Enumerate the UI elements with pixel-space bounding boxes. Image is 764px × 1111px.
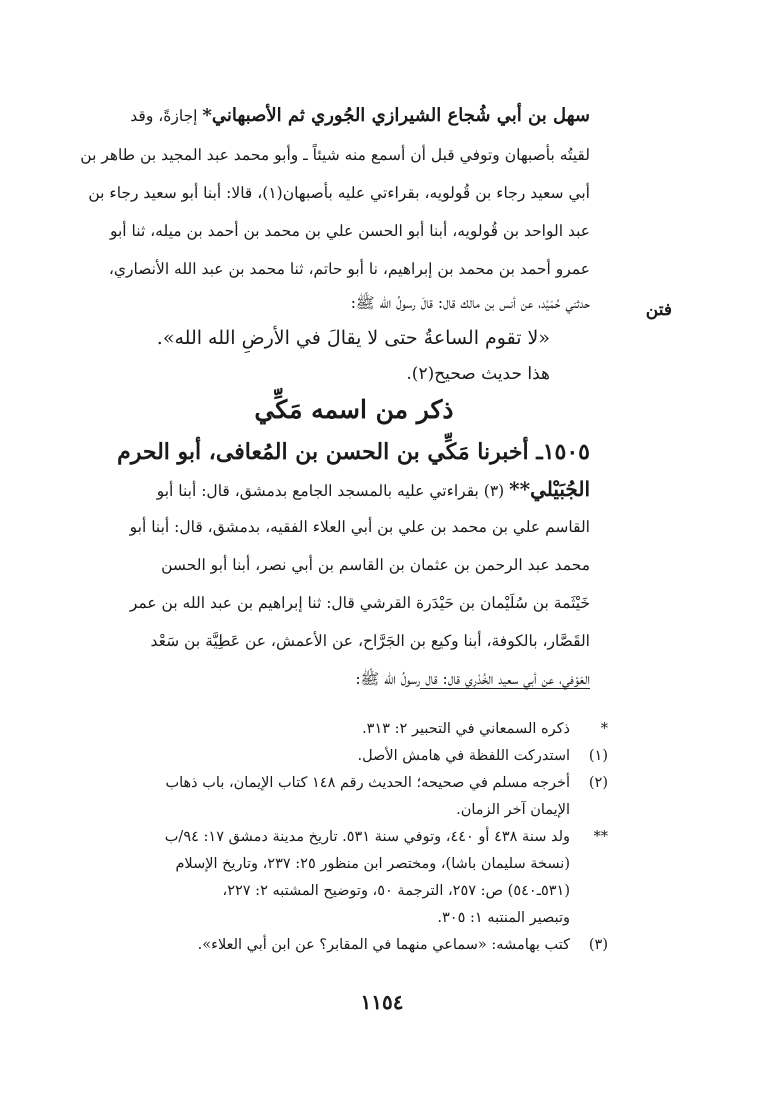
footnote-text: كتب بهامشه: «سماعي منهما في المقابر؟ عن ابن أبي العلاء».	[197, 937, 570, 953]
text-line: عبد الواحد بن قُولويه، أبنا أبو الحسن علي بن محمد بن أحمد بن ميله، ثنا أبو	[109, 222, 590, 240]
footnote-divider	[420, 688, 590, 689]
narrator-name: الجُبَيْلي**	[509, 477, 590, 501]
text-line: عمرو أحمد بن محمد بن إبراهيم، نا أبو حاتم، ثنا محمد بن عبد الله الأنصاري،	[108, 260, 590, 278]
footnote-continuation: الإيمان آخر الزمان.	[456, 802, 570, 818]
section-sahl	[80, 96, 590, 390]
footnote-mark: **	[593, 829, 608, 845]
text-line: محمد عبد الرحمن بن عثمان بن القاسم بن أبي نصر، أبنا أبو الحسن	[161, 556, 590, 574]
text-line: لقيتُه بأصبهان وتوفي قبل أن أسمع منه شيئاً ـ وأبو محمد عبد المجيد بن طاهر بن	[80, 146, 590, 164]
footnote-text: ذكره السمعاني في التحبير ٢: ٣١٣.	[362, 721, 570, 737]
text-line	[118, 470, 590, 508]
footnotes	[118, 716, 608, 959]
footnote	[118, 716, 608, 743]
footnote-continuation: (نسخة سليمان باشا)، ومختصر ابن منظور ٢٥: ٢٣٧، وتاريخ الإسلام	[175, 856, 570, 872]
margin-note: فتن	[645, 300, 672, 320]
hadith-quote: «لا تقوم الساعةُ حتى لا يقالَ في الأرضِ الله الله».	[156, 327, 550, 349]
footnote-continuation: وتبصير المنتبه ١: ٣٠٥.	[437, 910, 570, 926]
footnote	[118, 743, 608, 770]
text-line: أبي سعيد رجاء بن قُولويه، بقراءتي عليه بأصبهان(١)، قالا: أبنا أبو سعيد رجاء بن	[88, 184, 590, 202]
section-makki	[118, 470, 590, 698]
narrator-line	[118, 96, 590, 136]
narrator-name: سهل بن أبي شُجاع الشيرازي الجُوري ثم الأصبهاني*	[202, 105, 590, 126]
section-heading: ذكر من اسمه مَكِّي	[254, 395, 454, 424]
narrator-line-rest: (٣) بقراءتي عليه بالمسجد الجامع بدمشق، قال: أبنا أبو	[156, 482, 510, 500]
footnote-text: ولد سنة ٤٣٨ أو ٤٤٠، وتوفي سنة ٥٣١. تاريخ مدينة دمشق ١٧: ٩٤/ب	[164, 829, 570, 845]
footnote-text: استدركت اللفظة في هامش الأصل.	[357, 748, 570, 764]
footnote	[118, 770, 608, 797]
page-number: ١١٥٤	[360, 990, 404, 1014]
footnote-mark: *	[600, 721, 608, 737]
footnote-mark: (١)	[588, 748, 608, 764]
footnote-text: أخرجه مسلم في صحيحه؛ الحديث رقم ١٤٨ كتاب الإيمان، باب ذهاب	[165, 775, 570, 791]
footnote-continuation: (٥٣١ـ٥٤٠) ص: ٢٥٧، الترجمة ٥٠، وتوضيح المشتبه ٢: ٢٢٧،	[222, 883, 570, 899]
footnote-mark: (٢)	[588, 775, 608, 791]
footnote-mark: (٣)	[588, 937, 608, 953]
text-line: القاسم علي بن محمد بن علي بن أبي العلاء الفقيه، بدمشق، قال: أبنا أبو	[129, 518, 590, 536]
footnote	[118, 932, 608, 959]
text-line: العَوْفي، عن أبي سعيد الخُدْرِي قال: قال رسولُ الله ﷺ:	[355, 670, 590, 688]
entry-number-line: ١٥٠٥ـ أخبرنا مَكِّي بن الحسن بن المُعافى، أبو الحرم	[117, 439, 590, 465]
hadith-verdict: هذا حديث صحيح(٢).	[406, 364, 550, 384]
footnote	[118, 824, 608, 851]
text-line: القَصَّار، بالكوفة، أبنا وكيع بن الجَرَّاح، عن الأعمش، عن عَطِيَّة بن سَعْد	[150, 632, 590, 650]
text-line: حدثني حُمَيْد، عن أنس بن مالك قال: قالَ رسولُ الله ﷺ:	[350, 294, 590, 312]
text-line: خَيْثَمة بن سُلَيْمان بن حَيْدَرة القرشي قال: ثنا إبراهيم بن عبد الله بن عمر	[129, 594, 590, 612]
narrator-line-rest: إجازةً، وقد	[130, 107, 203, 125]
